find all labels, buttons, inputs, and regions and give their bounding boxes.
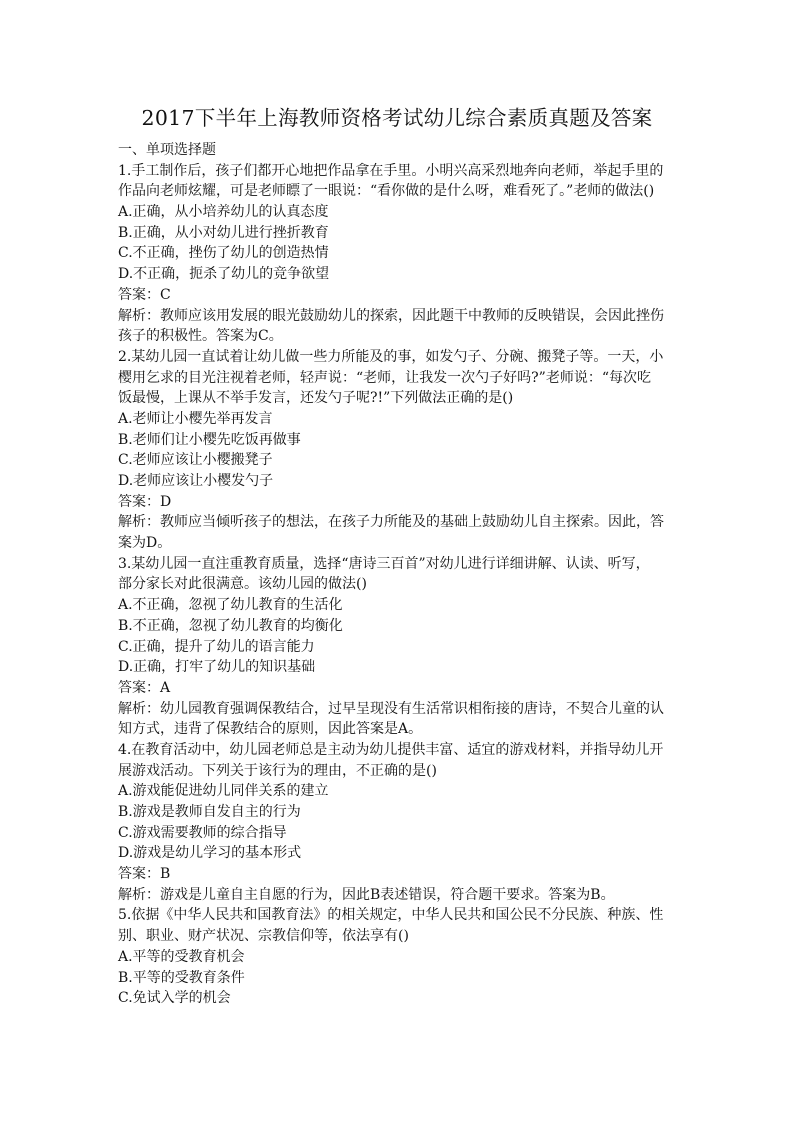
answer-option: A.游戏能促进幼儿同伴关系的建立	[118, 783, 329, 800]
question-stem: 作品向老师炫耀，可是老师瞟了一眼说：“看你做的是什么呀，难看死了。”老师的做法()	[118, 183, 655, 200]
answer-option: B.平等的受教育条件	[118, 969, 245, 986]
answer-key: 答案：A	[118, 679, 171, 696]
answer-option: A.正确，从小培养幼儿的认真态度	[118, 204, 329, 221]
question-4	[118, 740, 688, 906]
question-stem: 部分家长对此很满意。该幼儿园的做法()	[118, 576, 367, 593]
answer-key: 答案：B	[118, 866, 171, 883]
section-heading: 一、单项选择题	[118, 142, 216, 158]
answer-option: A.不正确，忽视了幼儿教育的生活化	[118, 597, 343, 614]
document-title: 2017下半年上海教师资格考试幼儿综合素质真题及答案	[141, 106, 653, 130]
answer-option: A.老师让小樱先举再发言	[118, 410, 273, 427]
question-1	[118, 161, 688, 347]
answer-option: C.正确，提升了幼儿的语言能力	[118, 638, 315, 655]
answer-option: B.不正确，忽视了幼儿教育的均衡化	[118, 617, 343, 634]
answer-option: D.老师应该让小樱发勺子	[118, 473, 274, 489]
answer-option: B.正确，从小对幼儿进行挫折教育	[118, 224, 329, 241]
document-body	[118, 140, 688, 1009]
answer-key: 答案：D	[118, 493, 172, 510]
question-stem: 别、职业、财产状况、宗教信仰等，依法享有()	[118, 928, 409, 945]
answer-analysis: 知方式，违背了保教结合的原则，因此答案是A。	[118, 721, 423, 738]
answer-option: C.游戏需要教师的综合指导	[118, 824, 287, 841]
answer-option: C.免试入学的机会	[118, 990, 231, 1007]
question-stem: 樱用乞求的目光注视着老师，轻声说：“老师，让我发一次勺子好吗?”老师说：“每次吃	[118, 369, 651, 386]
answer-key: 答案：C	[118, 286, 171, 303]
question-3	[118, 554, 688, 740]
question-2	[118, 347, 688, 554]
answer-option: C.老师应该让小樱搬凳子	[118, 452, 273, 469]
question-stem: 4.在教育活动中，幼儿园老师总是主动为幼儿提供丰富、适宜的游戏材料，并指导幼儿开	[118, 741, 664, 758]
answer-option: B.老师们让小樱先吃饭再做事	[118, 431, 301, 448]
answer-option: B.游戏是教师自发自主的行为	[118, 804, 301, 820]
answer-analysis: 解析：幼儿园教育强调保教结合，过早呈现没有生活常识相衔接的唐诗，不契合儿童的认	[118, 700, 664, 717]
question-stem: 展游戏活动。下列关于该行为的理由，不正确的是()	[118, 762, 437, 779]
question-stem: 1.手工制作后，孩子们都开心地把作品拿在手里。小明兴高采烈地奔向老师，举起手里的	[118, 162, 664, 179]
answer-analysis: 解析：教师应当倾听孩子的想法，在孩子力所能及的基础上鼓励幼儿自主探索。因此，答	[118, 514, 664, 531]
answer-option: D.不正确，扼杀了幼儿的竞争欲望	[118, 266, 330, 283]
question-list	[118, 161, 688, 1009]
answer-option: D.正确，打牢了幼儿的知识基础	[118, 659, 316, 676]
question-stem: 2.某幼儿园一直试着让幼儿做一些力所能及的事，如发勺子、分碗、搬凳子等。一天，小	[118, 348, 664, 365]
answer-analysis: 案为D。	[118, 535, 172, 552]
answer-option: C.不正确，挫伤了幼儿的创造热情	[118, 245, 329, 262]
question-stem: 饭最慢，上课从不举手发言，还发勺子呢?!”下列做法正确的是()	[118, 390, 514, 407]
answer-option: D.游戏是幼儿学习的基本形式	[118, 845, 302, 862]
question-stem: 5.依据《中华人民共和国教育法》的相关规定，中华人民共和国公民不分民族、种族、性	[118, 907, 664, 924]
question-5	[118, 905, 688, 1008]
answer-analysis: 孩子的积极性。答案为C。	[118, 328, 283, 345]
answer-option: A.平等的受教育机会	[118, 948, 245, 965]
answer-analysis: 解析：教师应该用发展的眼光鼓励幼儿的探索，因此题干中教师的反映错误，会因此挫伤	[118, 307, 664, 324]
answer-analysis: 解析：游戏是儿童自主自愿的行为，因此B表述错误，符合题干要求。答案为B。	[118, 886, 615, 903]
question-stem: 3.某幼儿园一直注重教育质量，选择“唐诗三百首”对幼儿进行详细讲解、认读、听写，	[118, 555, 650, 572]
